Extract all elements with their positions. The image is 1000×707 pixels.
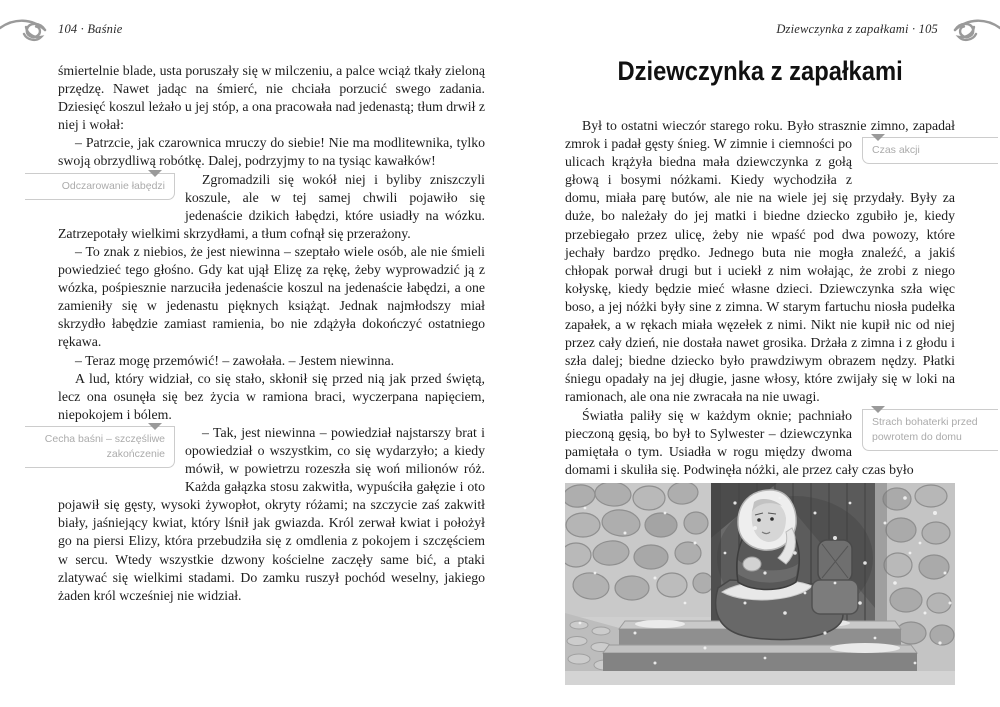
margin-note-box [25,173,175,200]
paragraph-text: – Patrzcie, jak czarownica mruczy do siebie! Nie ma modlitewnika, tylko swoją obrzydliwą robótkę. Dalej, podrzyjmy to na tysiąc kawałków! [58,135,485,169]
paragraph [44,424,485,605]
paragraph [565,135,955,406]
paragraph [58,134,485,170]
chapter-title-text: Dziewczynka z zapałkami [617,56,903,86]
margin-note-strach-bohaterki [852,407,978,457]
paragraph-text: – Teraz mogę przemówić! – zawołała. – Jestem niewinna. [75,352,395,368]
margin-note-cecha-basni [44,424,185,493]
running-head-left: 104 · Baśnie [58,22,123,36]
paragraph [565,407,978,479]
margin-note-text: Cecha baśni – szczęśliwe zakończenie [44,432,165,460]
match-girl-illustration [565,483,955,685]
left-page [44,62,485,605]
margin-note-text: Strach bohaterki przed powrotem do domu [872,415,978,443]
flourish-ornament-icon [0,14,54,52]
margin-note-box [862,409,998,451]
paragraph-text: Zgromadzili się wokół niej i byliby zniszczyli koszule, ale w tej samej chwili pojawiło się jedenaście dzikich łabędzi, które usiadły na wózku. Zatrzepotały wielkimi skrzydłami, a tłum cofnął się przerażony. [58,171,485,241]
margin-note-text: Czas akcji [872,144,920,157]
note-marker-icon [148,423,162,430]
note-marker-icon [871,406,885,413]
margin-note-czas-akcji [852,135,955,185]
paragraph-text: – Tak, jest niewinna – powiedział najstarszy brat i opowiedział o wszystkim, co się wydarzyło; a kiedy mówił, w powietrzu rozeszła się woń milionów róż. Każda gałązka stosu zakwitła, wypuściła gałęzie i oto pojawił się gęsty, wysoki żywopłot, okryty różami; na szczycie zaś zakwitł biały, jaśniejący kwiat, który lśnił jak gwiazda. Król zerwał kwiat i położył go na piersi Elizy, która przebudziła się z omdlenia z pokojem i szczęściem w sercu. Wtedy wszystkie dzwony kościelne zaczęły same bić, a ptaki zlatywać się wielkimi stadami. Do zamku ruszył pochód weselny, jakiego żaden król wcześniej nie widział. [58,424,485,603]
right-page [565,0,978,685]
paragraph [58,62,485,134]
paragraph-text: Światła paliły się w każdym oknie; pachniało pieczoną gęsią, bo był to Sylwester – dziewczynka pamiętała o tym. Usiadła w rogu między dwoma domami i skuliła się. Podwinęła nóżki, ale przez cały czas było [565,407,914,477]
paragraph-text: śmiertelnie blade, usta poruszały się w milczeniu, a palce wciąż tkały zieloną przędzę. Nawet jadąc na śmierć, nie chciała porzucić swego zadania. Dziesięć koszul leżało u jej stóp, a ona pracowała nad jedenastą; tłum drwił z niej i wołał: [58,63,485,133]
running-head-right: Dziewczynka z zapałkami · 105 [776,22,938,36]
note-marker-icon [871,134,885,141]
paragraph-text: – To znak z niebios, że jest niewinna – szeptało wiele osób, ale nie śmieli powiedzieć tego głośno. Gdy kat ujął Elizę za rękę, żeby wyprowadzić ją z wózka, pośpiesznie narzuciła jedenaście koszul na jedenaście łabędzi, a one zamieniły się w jedenastu pięknych książąt. Jednak najmłodszy miał skrzydło łabędzie zamiast ramienia, bo nie zdążyła dokończyć ostatniego rękawa. [58,243,485,350]
paragraph [58,171,485,243]
paragraph [58,243,485,352]
paragraph [58,370,485,424]
margin-note-box [25,426,175,468]
chapter-title [565,56,955,87]
paragraph-text: Był to ostatni wieczór starego roku. Było strasznie zimno, zapadał [582,118,955,133]
note-marker-icon [148,170,162,177]
paragraph-text: A lud, który widział, co się stało, skłonił się przed nią jak przed świętą, lecz ona osunęła się bez życia w ramiona braci, wyczerpana napięciem, niepokojem i bólem. [58,370,485,422]
margin-note-odczarowanie-labedzi [58,171,185,221]
paragraph-text: zmrok i padał gęsty śnieg. W zimnie i ciemności po ulicach krążyła biedna mała dziewczynka z gołą głową i bosymi nóżkami. Kiedy wychodziła z domu, miała parę butów, ale nie na wiele jej się przydały. Były za duże, bo należały do jej matki i biedne dziecko zgubiło je, kiedy przebiegało przez ulicę, żeby nie wpaść pod dwa powozy, które jechały bardzo prędko. Jednego buta nie mogła znaleźć, a jakiś chłopak porwał drugi but i uciekł z nim wołając, że zrobi z niego kołyskę, kiedy będzie mieć własne dzieci. Dziewczynka szła więc boso, a jej nóżki były sine z zimna. W starym fartuchu niosła pudełka zapałek, a w rękach miała węzełek z nimi. Nikt nie kupił nic od niej przez cały dzień, nie dostała nawet grosika. Drżała z zimna i z głodu i szła dalej; biedne dziecko było prawdziwym obrazem nędzy. Płatki śniegu opadały na jej długie, jasne włosy, które zwijały się w loki na ramionach, ale ona nie zwracała na nie uwagi. [565,136,955,405]
margin-note-box [862,137,998,164]
paragraph [58,352,485,370]
paragraph [565,117,955,135]
margin-note-text: Odczarowanie łabędzi [61,179,165,192]
